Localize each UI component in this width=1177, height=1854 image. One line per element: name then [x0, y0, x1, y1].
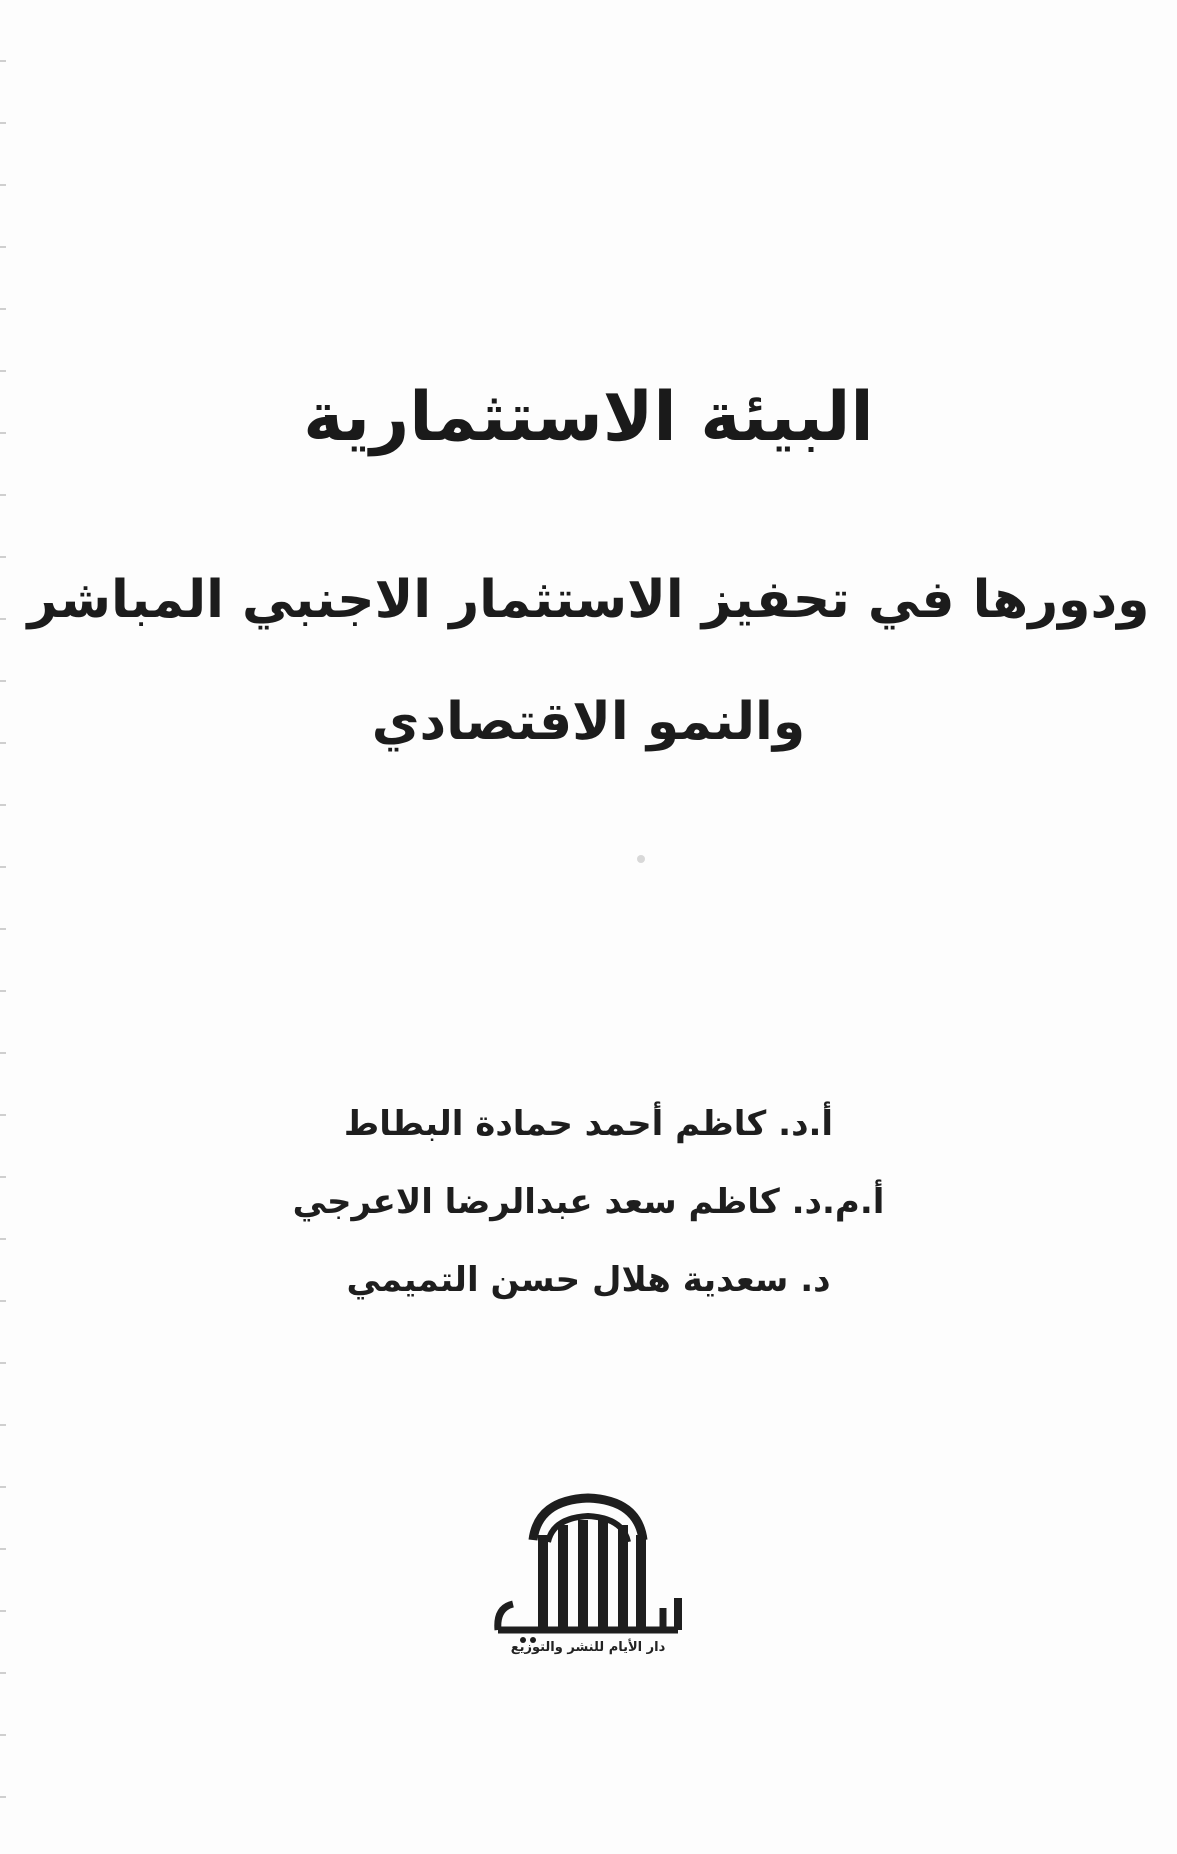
authors-list: [0, 1085, 1177, 1319]
publisher-name: دار الأيام للنشر والتوزيع: [510, 1640, 666, 1655]
scan-speck: [637, 855, 645, 863]
publisher-logo-icon: [478, 1480, 698, 1650]
book-subtitle-line-1: ودورها في تحفيز الاستثمار الاجنبي المباشر: [27, 570, 1150, 630]
book-subtitle-line-2: والنمو الاقتصادي: [371, 692, 806, 752]
author-1: أ.د. كاظم أحمد حمادة البطاط: [343, 1104, 834, 1144]
author-3: د. سعدية هلال حسن التميمي: [346, 1260, 831, 1300]
book-title: البيئة الاستثمارية: [303, 378, 874, 457]
scan-edge: [0, 0, 6, 1854]
author-2: أ.م.د. كاظم سعد عبدالرضا الاعرجي: [292, 1182, 885, 1222]
